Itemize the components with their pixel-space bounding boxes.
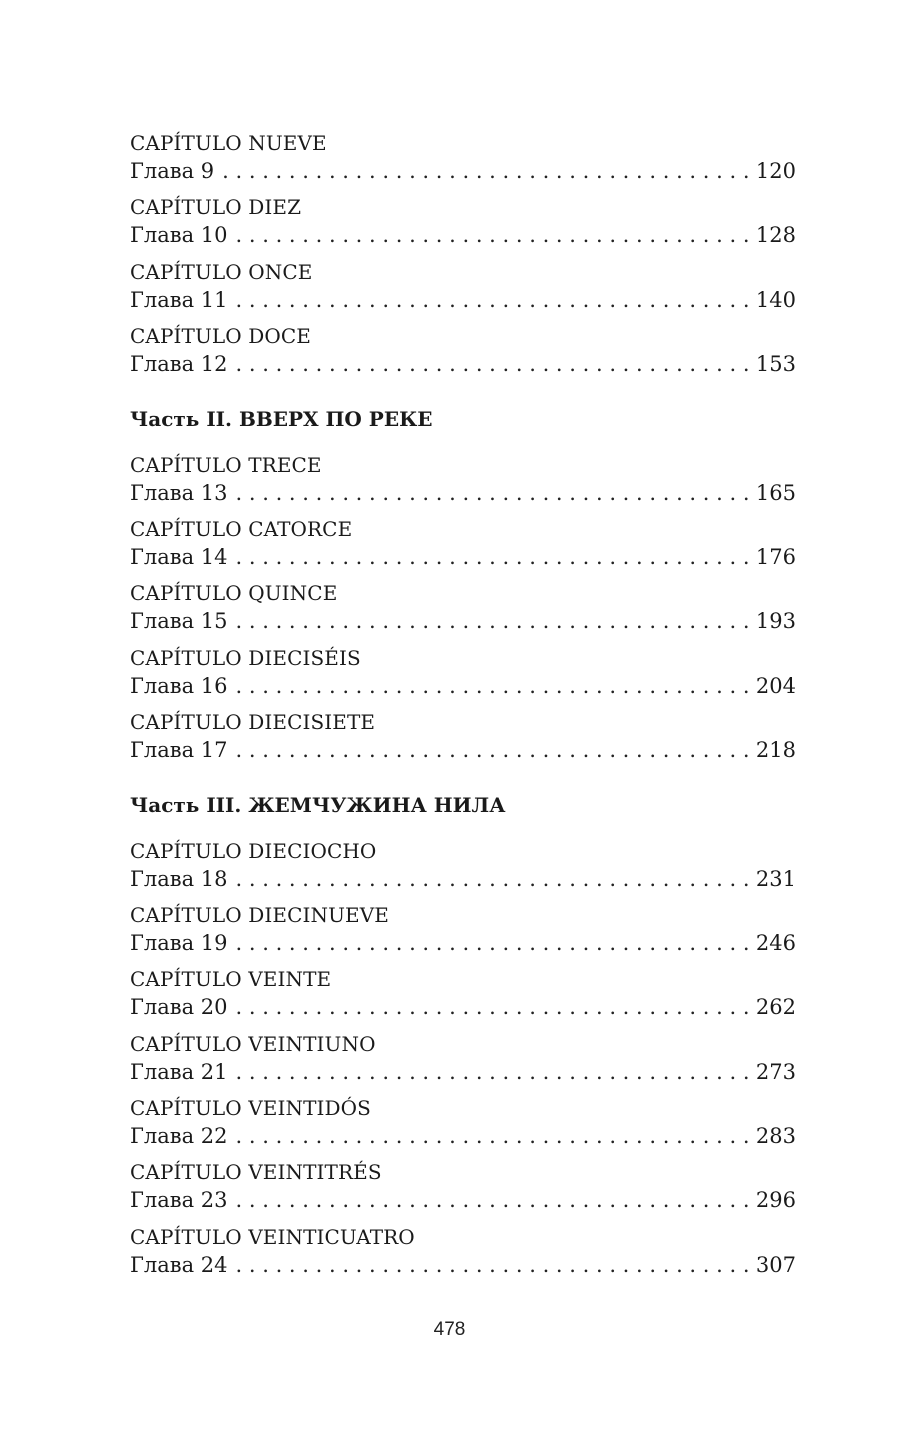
dot-leader xyxy=(236,929,750,957)
chapter-page-number: 283 xyxy=(755,1124,796,1149)
chapter-label: Глава 11 xyxy=(130,287,228,312)
dot-leader xyxy=(236,221,750,249)
part-heading[interactable]: Часть II. ВВЕРХ ПО РЕКЕ xyxy=(130,406,433,431)
chapter-page-number: 231 xyxy=(755,866,796,891)
chapter-line xyxy=(130,993,796,1021)
chapter-line xyxy=(130,672,796,700)
toc-entry[interactable] xyxy=(130,193,796,257)
dot-leader xyxy=(236,993,750,1021)
chapter-label: Глава 14 xyxy=(130,544,228,569)
chapter-page-number: 273 xyxy=(755,1059,796,1084)
chapter-title: CAPÍTULO ONCE xyxy=(130,259,313,284)
dot-leader xyxy=(236,543,750,571)
page-number: 478 xyxy=(433,1319,466,1340)
chapter-label: Глава 9 xyxy=(130,159,215,183)
toc-entry[interactable] xyxy=(130,579,796,643)
toc-entry[interactable] xyxy=(130,1158,796,1222)
chapter-label: Глава 22 xyxy=(130,1124,228,1149)
chapter-label: Глава 21 xyxy=(130,1059,228,1084)
chapter-line xyxy=(130,865,796,893)
chapter-title: CAPÍTULO DIECISIETE xyxy=(130,710,376,735)
toc-entry[interactable] xyxy=(130,901,796,965)
chapter-line xyxy=(130,286,796,314)
chapter-title: CAPÍTULO DIECISÉIS xyxy=(130,645,361,670)
chapter-title: CAPÍTULO DIECINUEVE xyxy=(130,902,389,927)
toc-entry[interactable] xyxy=(130,258,796,322)
chapter-page-number: 218 xyxy=(755,738,796,763)
chapter-line xyxy=(130,221,796,249)
chapter-label: Глава 10 xyxy=(130,223,228,248)
chapter-label: Глава 20 xyxy=(130,995,228,1020)
dot-leader xyxy=(236,865,750,893)
dot-leader xyxy=(236,1058,750,1086)
chapter-page-number: 120 xyxy=(755,159,796,183)
chapter-line xyxy=(130,157,796,185)
chapter-label: Глава 17 xyxy=(130,738,228,763)
toc-entry[interactable] xyxy=(130,1030,796,1094)
chapter-line xyxy=(130,479,796,507)
dot-leader xyxy=(222,157,750,185)
chapter-page-number: 307 xyxy=(755,1252,796,1277)
chapter-page-number: 176 xyxy=(755,544,796,569)
part-heading-block xyxy=(130,773,796,837)
chapter-title: CAPÍTULO QUINCE xyxy=(130,581,338,606)
part-heading-block xyxy=(130,387,796,451)
chapter-title: CAPÍTULO CATORCE xyxy=(130,516,353,541)
toc-entry[interactable] xyxy=(130,322,796,386)
chapter-page-number: 153 xyxy=(755,352,796,377)
chapter-line xyxy=(130,1058,796,1086)
chapter-line xyxy=(130,1251,796,1279)
chapter-page-number: 204 xyxy=(755,673,796,698)
chapter-line xyxy=(130,350,796,378)
chapter-page-number: 246 xyxy=(755,930,796,955)
toc-entry[interactable] xyxy=(130,837,796,901)
chapter-title: CAPÍTULO DIECIOCHO xyxy=(130,838,377,863)
toc-entry[interactable] xyxy=(130,129,796,193)
dot-leader xyxy=(236,1122,750,1150)
chapter-label: Глава 19 xyxy=(130,930,228,955)
chapter-title: CAPÍTULO TRECE xyxy=(130,452,322,477)
chapter-label: Глава 15 xyxy=(130,609,228,634)
dot-leader xyxy=(236,607,750,635)
chapter-title: CAPÍTULO DIEZ xyxy=(130,195,302,220)
part-heading[interactable]: Часть III. ЖЕМЧУЖИНА НИЛА xyxy=(130,792,506,817)
chapter-title: CAPÍTULO VEINTICUATRO xyxy=(130,1224,415,1249)
chapter-line xyxy=(130,736,796,764)
dot-leader xyxy=(236,1251,750,1279)
chapter-line xyxy=(130,929,796,957)
dot-leader xyxy=(236,736,750,764)
chapter-title: CAPÍTULO NUEVE xyxy=(130,131,327,155)
toc-entry[interactable] xyxy=(130,451,796,515)
chapter-line xyxy=(130,1186,796,1214)
toc-entry[interactable] xyxy=(130,1223,796,1287)
chapter-title: CAPÍTULO DOCE xyxy=(130,324,311,349)
chapter-label: Глава 23 xyxy=(130,1188,228,1213)
chapter-title: CAPÍTULO VEINTIUNO xyxy=(130,1031,376,1056)
dot-leader xyxy=(236,479,750,507)
dot-leader xyxy=(236,286,750,314)
chapter-label: Глава 12 xyxy=(130,352,228,377)
chapter-line xyxy=(130,607,796,635)
toc-entry[interactable] xyxy=(130,965,796,1029)
chapter-line xyxy=(130,1122,796,1150)
toc-entry[interactable] xyxy=(130,1094,796,1158)
chapter-page-number: 296 xyxy=(755,1188,796,1213)
toc-entry[interactable] xyxy=(130,515,796,579)
table-of-contents xyxy=(130,129,796,1287)
chapter-label: Глава 24 xyxy=(130,1252,228,1277)
chapter-page-number: 128 xyxy=(755,223,796,248)
chapter-page-number: 193 xyxy=(755,609,796,634)
chapter-title: CAPÍTULO VEINTE xyxy=(130,967,332,992)
chapter-title: CAPÍTULO VEINTIDÓS xyxy=(130,1096,371,1121)
chapter-title: CAPÍTULO VEINTITRÉS xyxy=(130,1160,382,1185)
chapter-label: Глава 13 xyxy=(130,480,228,505)
chapter-page-number: 140 xyxy=(755,287,796,312)
chapter-label: Глава 18 xyxy=(130,866,228,891)
dot-leader xyxy=(236,350,750,378)
chapter-page-number: 165 xyxy=(755,480,796,505)
dot-leader xyxy=(236,672,750,700)
toc-entry[interactable] xyxy=(130,644,796,708)
toc-entry[interactable] xyxy=(130,708,796,772)
chapter-line xyxy=(130,543,796,571)
dot-leader xyxy=(236,1186,750,1214)
chapter-label: Глава 16 xyxy=(130,673,228,698)
chapter-page-number: 262 xyxy=(755,995,796,1020)
